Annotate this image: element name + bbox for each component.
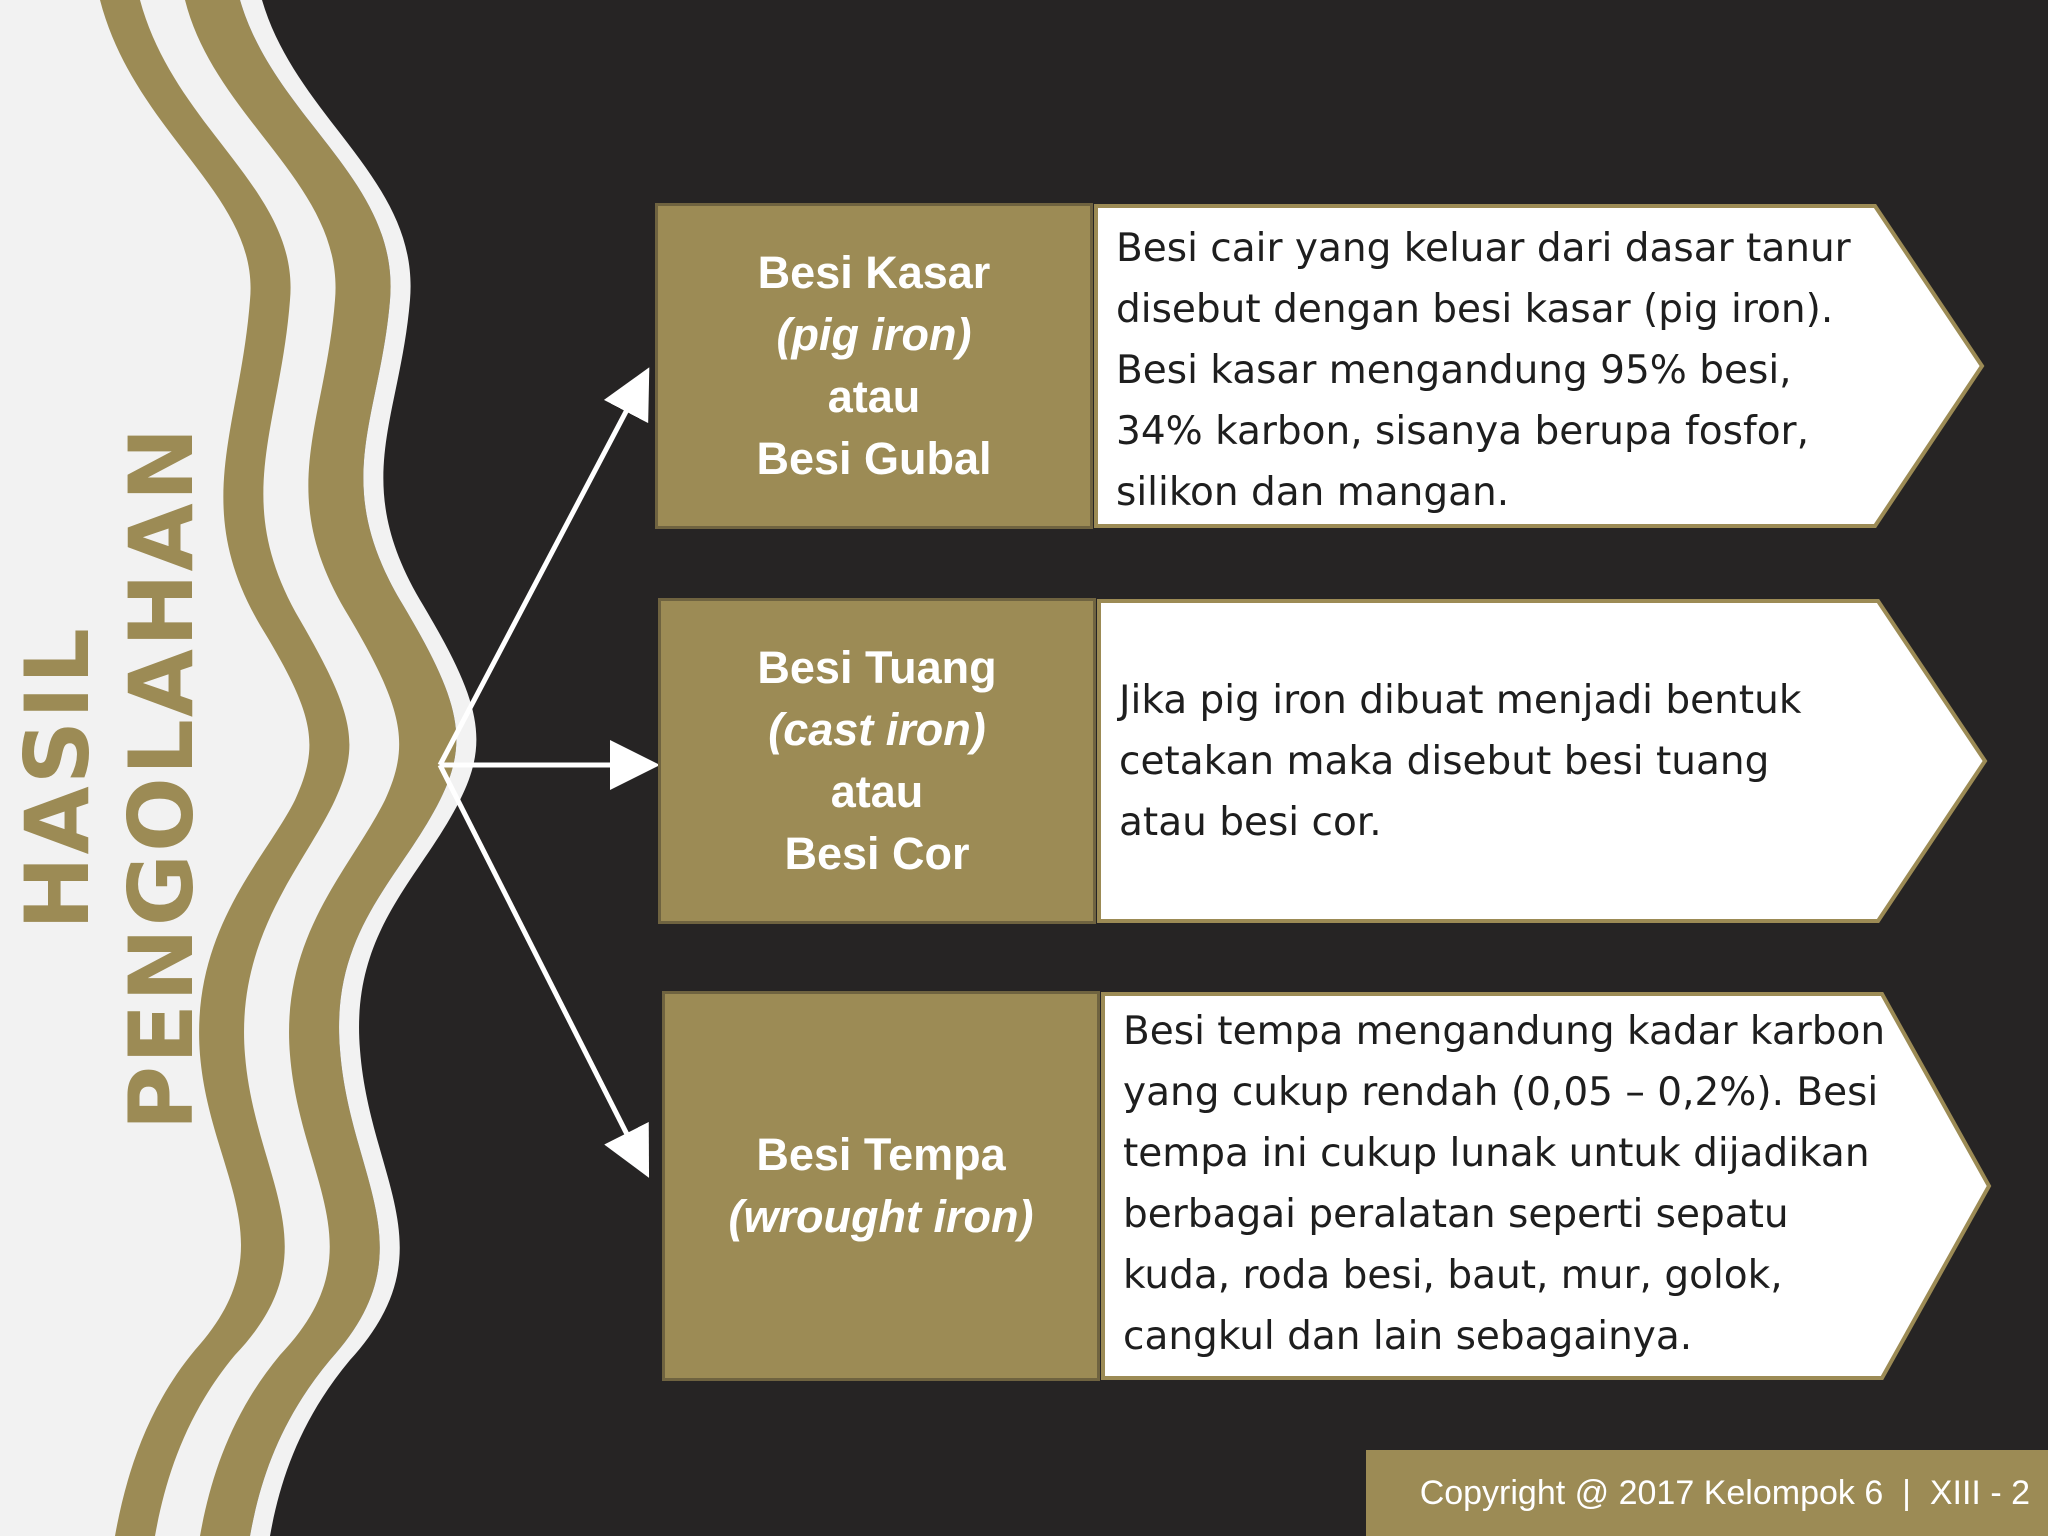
description-pig-iron <box>1093 203 1985 529</box>
label-name: Besi Kasar <box>757 247 991 298</box>
label-name: Besi Tempa <box>756 1129 1006 1180</box>
arrow-to-pig-iron <box>440 385 640 765</box>
label-english-name: (pig iron) <box>776 309 972 360</box>
label-alt-name: Besi Gubal <box>756 433 992 484</box>
footer-text: Copyright @ 2017 Kelompok 6 | XIII - 2 <box>1419 1473 2030 1512</box>
arrow-to-wrought-iron <box>440 765 640 1160</box>
label-connector: atau <box>830 766 924 817</box>
label-connector: atau <box>827 371 921 422</box>
label-english-name: (wrought iron) <box>728 1191 1034 1242</box>
label-box-pig-iron <box>655 203 1093 529</box>
description-text: Jika pig iron dibuat menjadi bentuk cetakan maka disebut besi tuang atau besi cor. <box>1119 678 1802 845</box>
description-cast-iron <box>1096 598 1988 924</box>
label-alt-name: Besi Cor <box>784 828 970 879</box>
footer-copyright <box>1366 1450 2048 1536</box>
label-box-cast-iron <box>658 598 1096 924</box>
description-text: Besi cair yang keluar dari dasar tanur disebut dengan besi kasar (pig iron). Besi kasar mengandung 95% besi, 34% karbon, sisanya berupa fosfor, silikon dan mangan. <box>1116 226 1851 515</box>
label-box-wrought-iron <box>662 991 1100 1381</box>
description-wrought-iron <box>1100 991 1992 1381</box>
side-title-line2: PENGOLAHAN <box>110 425 213 1131</box>
description-text: Besi tempa mengandung kadar karbon yang cukup rendah (0,05 – 0,2%). Besi tempa ini cukup lunak untuk dijadikan berbagai peralatan seperti sepatu kuda, roda besi, baut, mur, golok, cangkul dan lain sebagainya. <box>1123 1009 1886 1359</box>
label-english-name: (cast iron) <box>768 704 986 755</box>
side-title-line1: HASIL <box>6 626 109 930</box>
label-name: Besi Tuang <box>757 642 997 693</box>
